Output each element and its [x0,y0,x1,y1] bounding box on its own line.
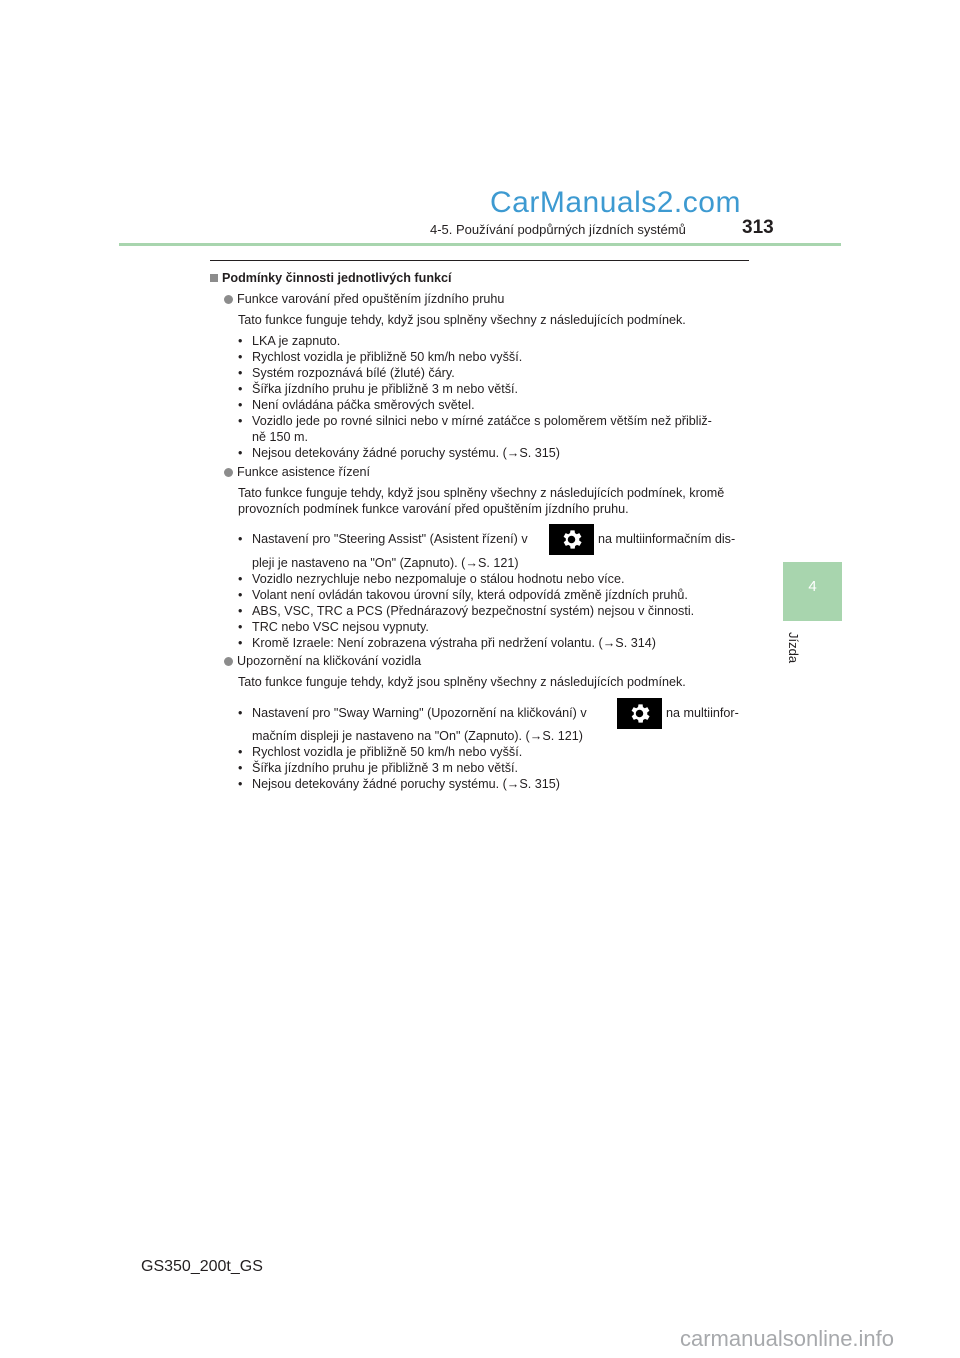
bullet-marker: • [238,366,243,380]
section-intro: provozních podmínek funkce varování před opuštěním jízdního pruhu. [238,502,629,516]
settings-button-image [617,698,662,729]
setting-text-continuation: mačním displeji je nastaveno na "On" (Zapnuto). (→S. 121) [252,729,583,743]
section-title-lane-departure: Funkce varování před opuštěním jízdního pruhu [224,291,504,307]
bullet-marker: • [238,777,243,791]
setting-text: na multiinfor- [666,706,739,720]
list-item: Rychlost vozidla je přibližně 50 km/h nebo vyšší. [252,745,523,759]
settings-button-image [549,524,594,555]
section-title: 4-5. Používání podpůrných jízdních systémů [430,222,686,237]
list-item: Není ovládána páčka směrových světel. [252,398,475,412]
bullet-marker: • [238,745,243,759]
bullet-marker: • [238,398,243,412]
section-intro: Tato funkce funguje tehdy, když jsou splněny všechny z následujících podmínek. [238,675,686,689]
square-bullet-icon [210,274,218,282]
list-item: Nejsou detekovány žádné poruchy systému. (→S. 315) [252,446,561,460]
list-item: Vozidlo nezrychluje nebo nezpomaluje o stálou hodnotu nebo více. [252,572,625,586]
list-item: Volant není ovládán takovou úrovní síly, která odpovídá změně jízdních pruhů. [252,588,688,602]
setting-text: na multiinformačním dis- [598,532,736,546]
list-item: Nejsou detekovány žádné poruchy systému. (→S. 315) [252,777,561,791]
round-bullet-icon [224,468,233,477]
chapter-label: Jízda [786,632,801,664]
setting-text-continuation: pleji je nastaveno na "On" (Zapnuto). (→S. 121) [252,556,519,570]
list-item: Systém rozpoznává bílé (žluté) čáry. [252,366,455,380]
list-item-continuation: ně 150 m. [252,430,309,444]
setting-text: Nastavení pro "Sway Warning" (Upozornění na kličkování) v [252,706,587,720]
model-code: GS350_200t_GS [141,1258,263,1275]
list-item: Šířka jízdního pruhu je přibližně 3 m nebo větší. [252,761,519,775]
content-divider [210,260,749,261]
section-title-sway-warning: Upozornění na kličkování vozidla [224,653,421,669]
gear-icon [627,701,652,726]
round-bullet-icon [224,295,233,304]
list-item: Šířka jízdního pruhu je přibližně 3 m nebo větší. [252,382,519,396]
list-item: Kromě Izraele: Není zobrazena výstraha při nedržení volantu. (→S. 314) [252,636,656,650]
chapter-number: 4 [808,578,817,595]
bullet-marker: • [238,620,243,634]
page-number: 313 [742,217,774,238]
bullet-marker: • [238,350,243,364]
bullet-marker: • [238,572,243,586]
section-intro: Tato funkce funguje tehdy, když jsou splněny všechny z následujících podmínek, kromě [238,486,725,500]
round-bullet-icon [224,657,233,666]
gear-icon [559,527,584,552]
watermark-logo-bottom: carmanualsonline.info [680,1326,895,1351]
list-item: ABS, VSC, TRC a PCS (Přednárazový bezpečnostní systém) nejsou v činnosti. [252,604,695,618]
section-title-steering-assist: Funkce asistence řízení [224,464,370,480]
header-divider [119,243,841,246]
bullet-marker: • [238,446,243,460]
setting-text: Nastavení pro "Steering Assist" (Asistent řízení) v [252,532,528,546]
bullet-marker: • [238,334,243,348]
bullet-marker: • [238,414,243,428]
bullet-marker: • [238,761,243,775]
chapter-tab [783,562,842,621]
list-item: Rychlost vozidla je přibližně 50 km/h nebo vyšší. [252,350,523,364]
content-heading: Podmínky činnosti jednotlivých funkcí [210,270,452,286]
bullet-marker: • [238,636,243,650]
bullet-marker: • [238,706,243,720]
list-item: TRC nebo VSC nejsou vypnuty. [252,620,429,634]
section-intro: Tato funkce funguje tehdy, když jsou splněny všechny z následujících podmínek. [238,313,686,327]
list-item: LKA je zapnuto. [252,334,341,348]
bullet-marker: • [238,382,243,396]
watermark-logo-top: CarManuals2.com [490,186,741,219]
bullet-marker: • [238,588,243,602]
list-item: Vozidlo jede po rovné silnici nebo v mírné zatáčce s poloměrem větším než přibliž- [252,414,712,428]
bullet-marker: • [238,532,243,546]
bullet-marker: • [238,604,243,618]
